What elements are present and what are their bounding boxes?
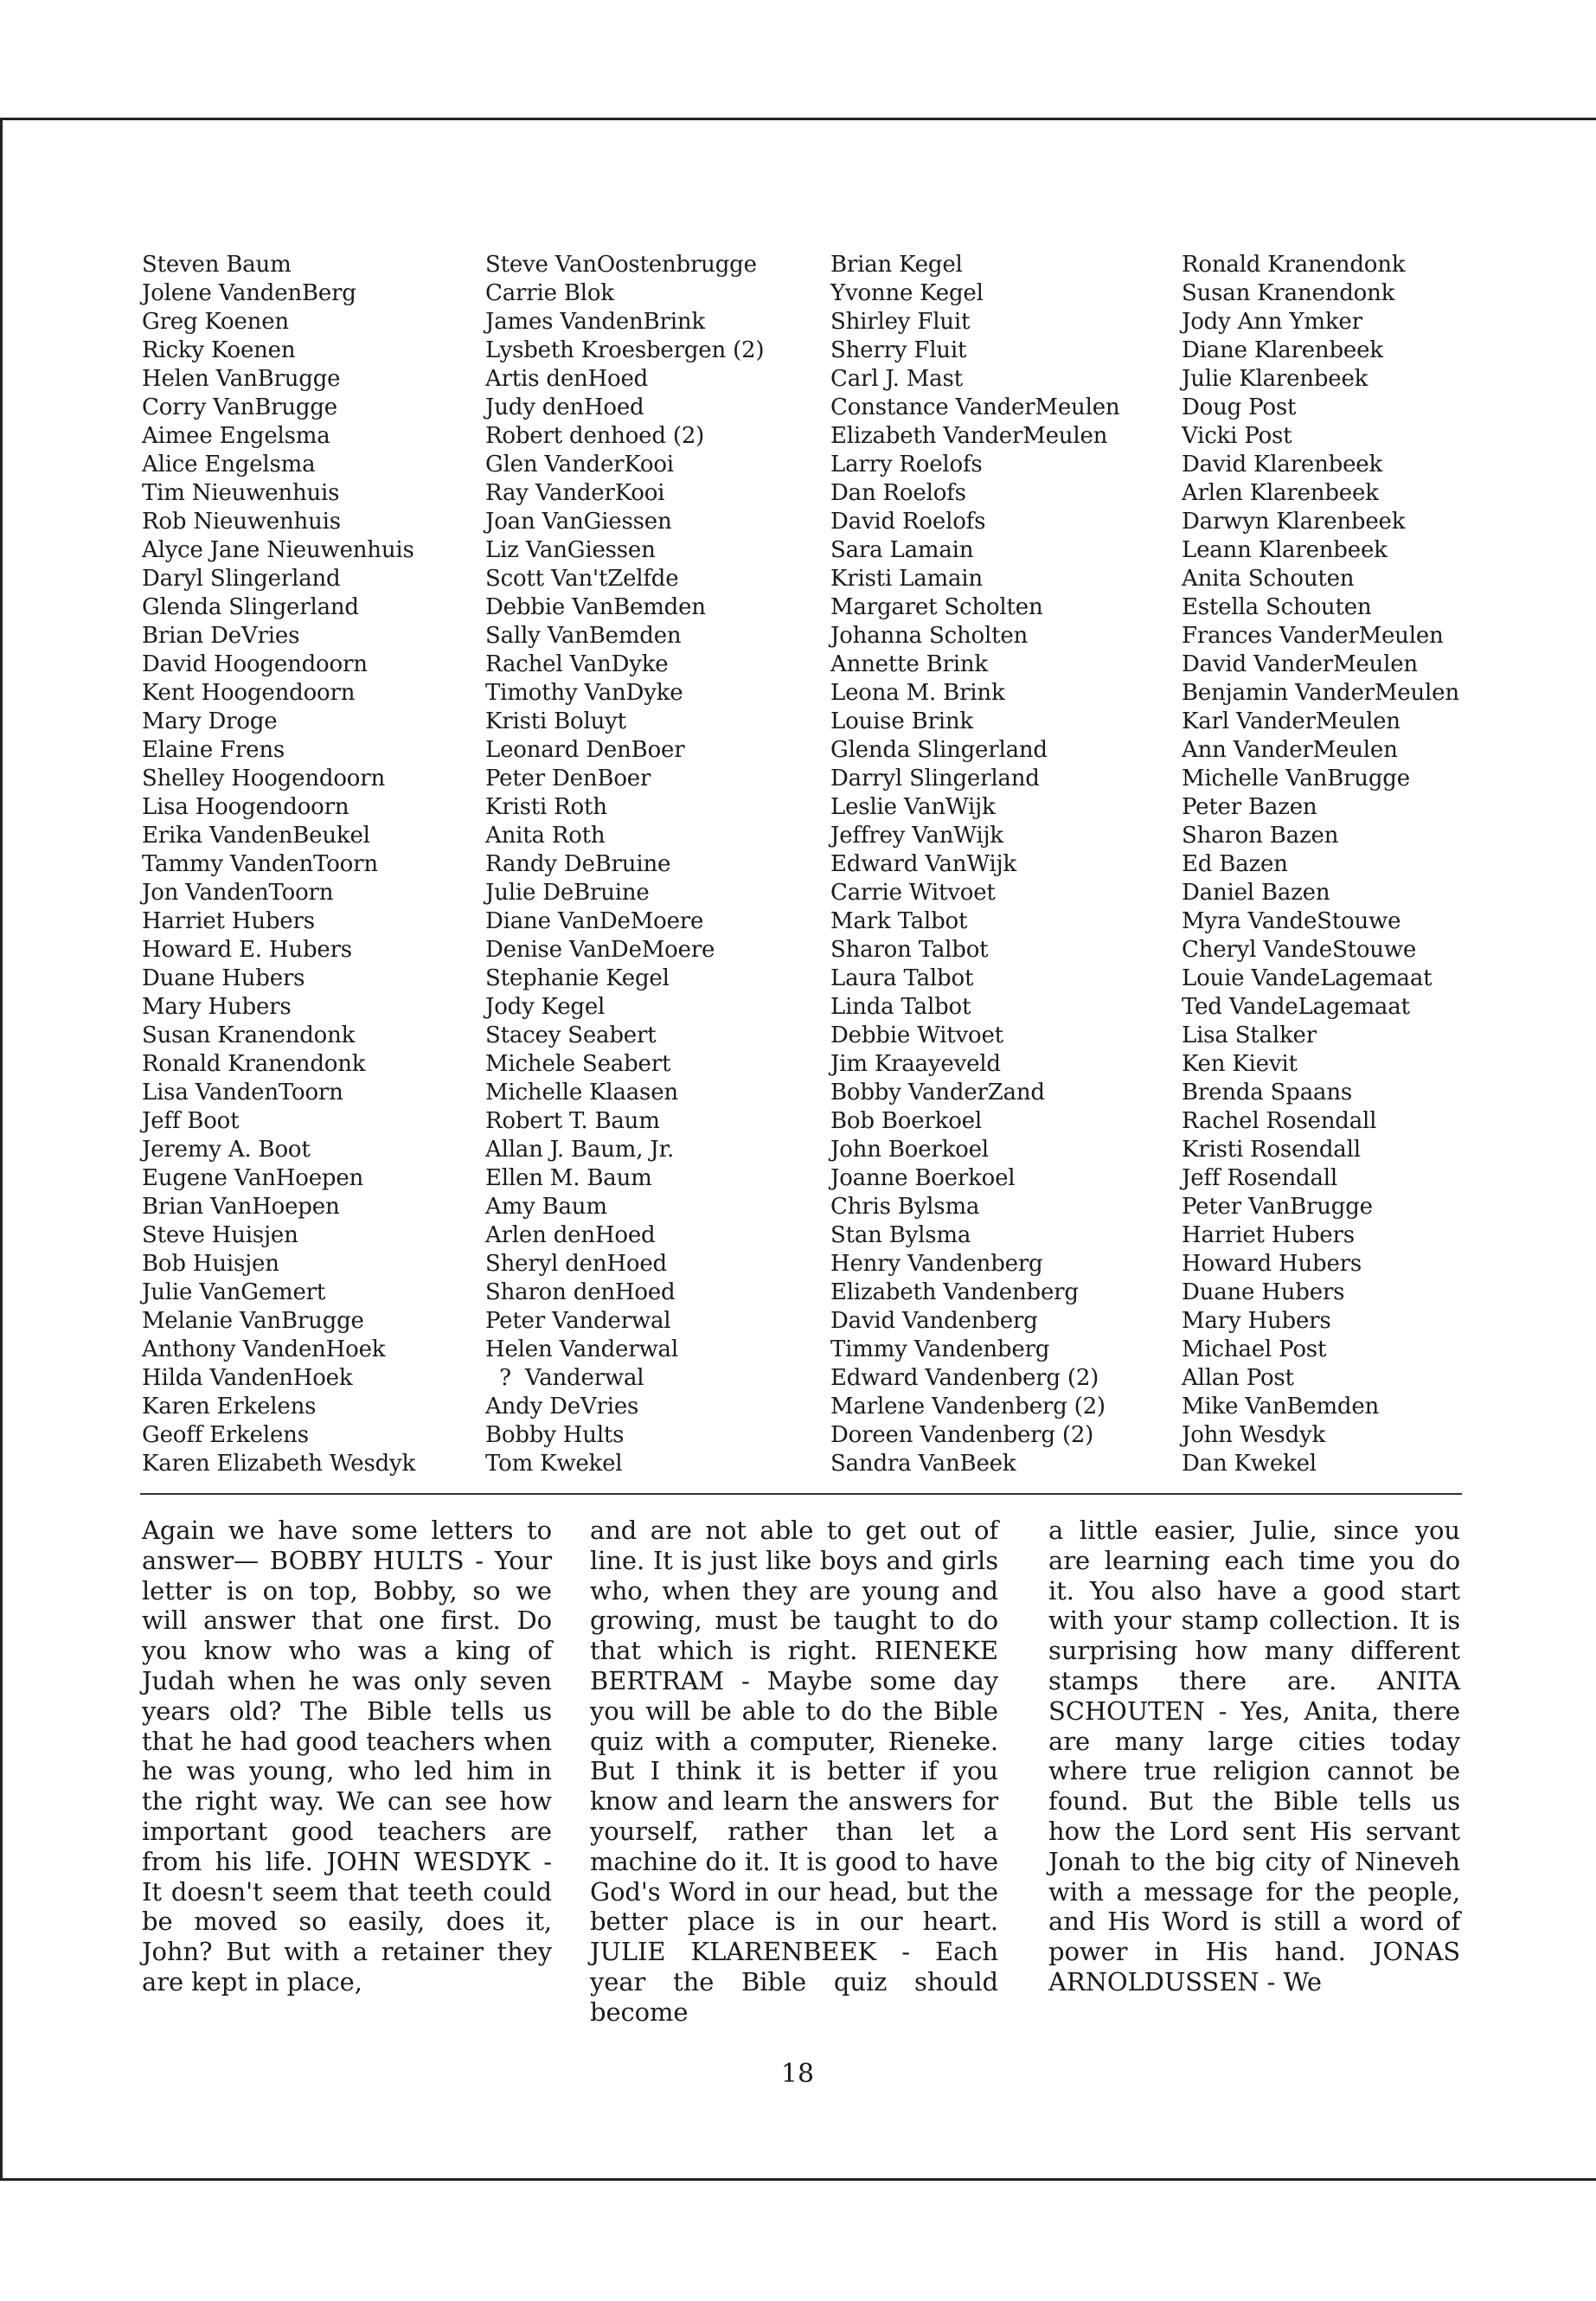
name-entry: Tim Nieuwenhuis bbox=[142, 480, 340, 506]
letter-column-2 bbox=[590, 1516, 998, 2026]
name-entry: Kristi Roth bbox=[485, 794, 607, 820]
name-entry: Mike VanBemden bbox=[1182, 1394, 1380, 1420]
name-entry: David Klarenbeek bbox=[1182, 452, 1383, 478]
name-entry: Jim Kraayeveld bbox=[830, 1051, 1001, 1077]
name-entry: Ray VanderKooi bbox=[485, 480, 665, 506]
name-entry: Timmy Vandenberg bbox=[830, 1336, 1050, 1362]
name-entry: Darryl Slingerland bbox=[830, 766, 1040, 792]
name-entry: Debbie VanBemden bbox=[485, 594, 706, 620]
name-entry: Elizabeth VanderMeulen bbox=[830, 423, 1108, 449]
name-entry: Kent Hoogendoorn bbox=[142, 680, 356, 706]
name-entry: Michelle Klaasen bbox=[485, 1080, 678, 1106]
name-entry: Duane Hubers bbox=[142, 965, 305, 991]
name-entry: Harriet Hubers bbox=[142, 908, 315, 934]
name-entry: Jon VandenToorn bbox=[142, 880, 334, 906]
name-entry: Vicki Post bbox=[1182, 423, 1292, 449]
name-entry: Karen Erkelens bbox=[142, 1394, 317, 1420]
name-entry: Peter VanBrugge bbox=[1182, 1194, 1373, 1220]
name-column-3 bbox=[830, 251, 1176, 1478]
name-entry: Brian DeVries bbox=[142, 623, 300, 649]
name-entry: Rachel VanDyke bbox=[485, 651, 669, 677]
name-entry: Brenda Spaans bbox=[1182, 1080, 1353, 1106]
name-entry: Bobby Hults bbox=[485, 1422, 625, 1448]
name-entry: David Vandenberg bbox=[830, 1308, 1038, 1334]
letter-text-1: Again we have some letters to answer— BOBBY HULTS - Your letter is on top, Bobby, so we will answer that one first. Do you know who was a king of Judah when he was only seven years old? The Bible tells us that he had good teachers when he was young, who led him in the right way. We can see how important good teachers are from his life. JOHN WESDYK - It doesn't seem that teeth could be moved so easily, does it, John? But with a retainer they are kept in place, bbox=[142, 1516, 552, 1997]
name-entry: Helen VanBrugge bbox=[142, 366, 341, 392]
name-entry: Hilda VandenHoek bbox=[142, 1365, 353, 1391]
name-entry: Robert T. Baum bbox=[485, 1108, 660, 1134]
name-entry: Rob Nieuwenhuis bbox=[142, 509, 341, 535]
name-entry: Diane Klarenbeek bbox=[1182, 337, 1383, 363]
name-entry: Sheryl denHoed bbox=[485, 1251, 667, 1277]
name-entry: Ronald Kranendonk bbox=[142, 1051, 366, 1077]
name-entry: Amy Baum bbox=[485, 1194, 607, 1220]
name-entry: Ellen M. Baum bbox=[485, 1165, 652, 1191]
name-entry: Duane Hubers bbox=[1182, 1279, 1345, 1305]
name-entry: Louise Brink bbox=[830, 708, 973, 734]
letter-text-2: and are not able to get out of line. It is just like boys and girls who, when they are young and growing, must be taught to do that which is right. RIENEKE BERTRAM - Maybe some day you will be able to do the Bible quiz with a computer, Rieneke. But I think it is better if you know and learn the answers for yourself, rather than let a machine do it. It is good to have God's Word in our head, but the better place is in our heart. JULIE KLARENBEEK - Each year the Bible quiz should become bbox=[590, 1516, 998, 2027]
name-entry: Sally VanBemden bbox=[485, 623, 682, 649]
name-entry: Alyce Jane Nieuwenhuis bbox=[142, 537, 414, 563]
name-entry: Johanna Scholten bbox=[830, 623, 1029, 649]
name-entry: Laura Talbot bbox=[830, 965, 974, 991]
name-entry: Estella Schouten bbox=[1182, 594, 1372, 620]
name-entry: Doreen Vandenberg (2) bbox=[830, 1422, 1094, 1448]
name-entry: Steve VanOostenbrugge bbox=[485, 252, 757, 278]
name-entry: Sherry Fluit bbox=[830, 337, 967, 363]
name-entry: Scott Van'tZelfde bbox=[485, 566, 679, 592]
name-entry: Erika VandenBeukel bbox=[142, 823, 370, 849]
name-entry: Peter Bazen bbox=[1182, 794, 1317, 820]
name-entry: Sandra VanBeek bbox=[830, 1451, 1016, 1477]
name-entry: Timothy VanDyke bbox=[485, 680, 683, 706]
name-entry: Joan VanGiessen bbox=[485, 509, 672, 535]
name-entry: Ken Kievit bbox=[1182, 1051, 1298, 1077]
name-entry: David VanderMeulen bbox=[1182, 651, 1418, 677]
name-entry: Harriet Hubers bbox=[1182, 1222, 1355, 1248]
name-entry: Larry Roelofs bbox=[830, 452, 983, 478]
name-entry: Stephanie Kegel bbox=[485, 965, 670, 991]
name-entry: Kristi Lamain bbox=[830, 566, 983, 592]
name-entry: Peter DenBoer bbox=[485, 766, 651, 792]
name-entry: Carl J. Mast bbox=[830, 366, 963, 392]
name-entry: Bobby VanderZand bbox=[830, 1080, 1045, 1106]
name-entry: John Wesdyk bbox=[1182, 1422, 1326, 1448]
name-entry: Jody Ann Ymker bbox=[1182, 309, 1362, 335]
name-entry: Julie Klarenbeek bbox=[1182, 366, 1368, 392]
name-entry: Corry VanBrugge bbox=[142, 394, 337, 420]
name-entry: Alice Engelsma bbox=[142, 452, 316, 478]
name-entry: Melanie VanBrugge bbox=[142, 1308, 364, 1334]
name-entry: Jody Kegel bbox=[485, 994, 606, 1020]
name-entry: Lysbeth Kroesbergen (2) bbox=[485, 337, 765, 363]
name-entry: Jeff Rosendall bbox=[1182, 1165, 1337, 1191]
name-entry: Kristi Rosendall bbox=[1182, 1137, 1361, 1163]
name-entry: Dan Kwekel bbox=[1182, 1451, 1317, 1477]
name-entry: Michele Seabert bbox=[485, 1051, 671, 1077]
name-entry: Eugene VanHoepen bbox=[142, 1165, 364, 1191]
name-entry: Julie DeBruine bbox=[485, 880, 650, 906]
name-entry: Shirley Fluit bbox=[830, 309, 971, 335]
name-entry: Glenda Slingerland bbox=[830, 737, 1048, 763]
name-entry: Benjamin VanderMeulen bbox=[1182, 680, 1459, 706]
name-entry: Louie VandeLagemaat bbox=[1182, 965, 1433, 991]
name-entry: Ricky Koenen bbox=[142, 337, 296, 363]
name-entry: Leona M. Brink bbox=[830, 680, 1005, 706]
name-entry: Henry Vandenberg bbox=[830, 1251, 1043, 1277]
name-entry: Howard E. Hubers bbox=[142, 937, 352, 963]
name-entry: Tom Kwekel bbox=[485, 1451, 623, 1477]
name-entry: Mary Hubers bbox=[1182, 1308, 1331, 1334]
name-entry: Elizabeth Vandenberg bbox=[830, 1279, 1079, 1305]
name-entry: Debbie Witvoet bbox=[830, 1022, 1003, 1048]
name-entry: Edward VanWijk bbox=[830, 851, 1016, 877]
bottom-border-rule bbox=[0, 2178, 1596, 2181]
name-entry: Ed Bazen bbox=[1182, 851, 1288, 877]
name-entry: Brian VanHoepen bbox=[142, 1194, 340, 1220]
name-entry: Glen VanderKooi bbox=[485, 452, 674, 478]
name-entry: Sharon Bazen bbox=[1182, 823, 1339, 849]
name-entry: Doug Post bbox=[1182, 394, 1297, 420]
name-entry: Bob Huisjen bbox=[142, 1251, 279, 1277]
name-entry: Judy denHoed bbox=[485, 394, 644, 420]
name-entry: Robert denhoed (2) bbox=[485, 423, 705, 449]
name-entry: Randy DeBruine bbox=[485, 851, 671, 877]
name-entry: Steve Huisjen bbox=[142, 1222, 298, 1248]
name-entry: Diane VanDeMoere bbox=[485, 908, 704, 934]
name-entry: Peter Vanderwal bbox=[485, 1308, 671, 1334]
name-entry: Sharon denHoed bbox=[485, 1279, 676, 1305]
name-entry: Jeff Boot bbox=[142, 1108, 240, 1134]
name-entry: Liz VanGiessen bbox=[485, 537, 656, 563]
name-entry: ? Vanderwal bbox=[485, 1365, 644, 1391]
name-entry: Annette Brink bbox=[830, 651, 988, 677]
name-entry: David Hoogendoorn bbox=[142, 651, 368, 677]
name-entry: Constance VanderMeulen bbox=[830, 394, 1120, 420]
name-entry: Lisa Stalker bbox=[1182, 1022, 1317, 1048]
name-entry: Michelle VanBrugge bbox=[1182, 766, 1410, 792]
name-entry: Jolene VandenBerg bbox=[142, 280, 356, 306]
name-entry: Bob Boerkoel bbox=[830, 1108, 982, 1134]
name-entry: Anita Schouten bbox=[1182, 566, 1355, 592]
name-entry: Carrie Blok bbox=[485, 280, 614, 306]
name-entry: Karl VanderMeulen bbox=[1182, 708, 1401, 734]
name-entry: Linda Talbot bbox=[830, 994, 971, 1020]
name-entry: Darwyn Klarenbeek bbox=[1182, 509, 1406, 535]
name-entry: Stacey Seabert bbox=[485, 1022, 657, 1048]
name-entry: Carrie Witvoet bbox=[830, 880, 996, 906]
name-entry: Mary Hubers bbox=[142, 994, 292, 1020]
name-entry: Andy DeVries bbox=[485, 1394, 639, 1420]
name-entry: Chris Bylsma bbox=[830, 1194, 980, 1220]
name-entry: Greg Koenen bbox=[142, 309, 289, 335]
letter-column-1 bbox=[142, 1516, 552, 2026]
name-list bbox=[0, 251, 1596, 1479]
name-entry: Ronald Kranendonk bbox=[1182, 252, 1406, 278]
name-entry: Allan Post bbox=[1182, 1365, 1294, 1391]
name-entry: Stan Bylsma bbox=[830, 1222, 971, 1248]
name-entry: Lisa VandenToorn bbox=[142, 1080, 343, 1106]
name-entry: Denise VanDeMoere bbox=[485, 937, 715, 963]
name-entry: Aimee Engelsma bbox=[142, 423, 330, 449]
name-entry: Jeffrey VanWijk bbox=[830, 823, 1003, 849]
name-entry: Tammy VandenToorn bbox=[142, 851, 378, 877]
name-entry: John Boerkoel bbox=[830, 1137, 989, 1163]
name-entry: Marlene Vandenberg (2) bbox=[830, 1394, 1106, 1420]
name-entry: Artis denHoed bbox=[485, 366, 649, 392]
name-entry: Ted VandeLagemaat bbox=[1182, 994, 1410, 1020]
name-entry: Dan Roelofs bbox=[830, 480, 966, 506]
letter-text-3: a little easier, Julie, since you are learning each time you do it. You also have a good start with your stamp collection. It is surprising how many different stamps there are. ANITA SCHOUTEN - Yes, Anita, there are many large cities today where true religion cannot be found. But the Bible tells us how the Lord sent His servant Jonah to the big city of Nineveh with a message for the people, and His Word is still a word of power in His hand. JONAS ARNOLDUSSEN - We bbox=[1048, 1516, 1460, 1997]
name-entry: Helen Vanderwal bbox=[485, 1336, 678, 1362]
name-entry: Arlen Klarenbeek bbox=[1182, 480, 1379, 506]
name-entry: Kristi Boluyt bbox=[485, 708, 626, 734]
name-entry: Karen Elizabeth Wesdyk bbox=[142, 1451, 416, 1477]
name-entry: Cheryl VandeStouwe bbox=[1182, 937, 1417, 963]
section-divider bbox=[140, 1493, 1462, 1495]
name-entry: Joanne Boerkoel bbox=[830, 1165, 1016, 1191]
name-entry: Arlen denHoed bbox=[485, 1222, 656, 1248]
name-entry: Susan Kranendonk bbox=[1182, 280, 1395, 306]
name-entry: Jeremy A. Boot bbox=[142, 1137, 311, 1163]
name-entry: Leann Klarenbeek bbox=[1182, 537, 1388, 563]
name-entry: Mary Droge bbox=[142, 708, 278, 734]
name-entry: Edward Vandenberg (2) bbox=[830, 1365, 1099, 1391]
name-entry: Mark Talbot bbox=[830, 908, 968, 934]
name-entry: Lisa Hoogendoorn bbox=[142, 794, 349, 820]
name-entry: Julie VanGemert bbox=[142, 1279, 326, 1305]
letters-section bbox=[0, 1516, 1596, 2026]
name-entry: Ann VanderMeulen bbox=[1182, 737, 1398, 763]
letter-column-3 bbox=[1048, 1516, 1460, 2026]
name-entry: Susan Kranendonk bbox=[142, 1022, 356, 1048]
name-column-4 bbox=[1182, 251, 1528, 1478]
name-entry: James VandenBrink bbox=[485, 309, 705, 335]
name-entry: Brian Kegel bbox=[830, 252, 963, 278]
name-entry: Sharon Talbot bbox=[830, 937, 989, 963]
name-entry: Yvonne Kegel bbox=[830, 280, 984, 306]
page-number: 18 bbox=[780, 2059, 815, 2089]
name-entry: Frances VanderMeulen bbox=[1182, 623, 1444, 649]
name-entry: Sara Lamain bbox=[830, 537, 974, 563]
name-entry: Daniel Bazen bbox=[1182, 880, 1330, 906]
name-entry: Myra VandeStouwe bbox=[1182, 908, 1401, 934]
name-entry: Leonard DenBoer bbox=[485, 737, 685, 763]
name-entry: Margaret Scholten bbox=[830, 594, 1043, 620]
name-entry: Howard Hubers bbox=[1182, 1251, 1362, 1277]
name-entry: Leslie VanWijk bbox=[830, 794, 996, 820]
name-entry: Anita Roth bbox=[485, 823, 606, 849]
name-entry: Daryl Slingerland bbox=[142, 566, 341, 592]
name-entry: David Roelofs bbox=[830, 509, 986, 535]
name-entry: Steven Baum bbox=[142, 252, 292, 278]
name-entry: Shelley Hoogendoorn bbox=[142, 766, 385, 792]
name-column-2 bbox=[485, 251, 831, 1478]
name-entry: Elaine Frens bbox=[142, 737, 285, 763]
name-entry: Glenda Slingerland bbox=[142, 594, 359, 620]
name-entry: Anthony VandenHoek bbox=[142, 1336, 386, 1362]
name-entry: Michael Post bbox=[1182, 1336, 1327, 1362]
name-entry: Geoff Erkelens bbox=[142, 1422, 309, 1448]
name-column-1 bbox=[142, 251, 488, 1478]
name-entry: Allan J. Baum, Jr. bbox=[485, 1137, 675, 1163]
top-border-rule bbox=[0, 118, 1596, 120]
name-entry: Rachel Rosendall bbox=[1182, 1108, 1377, 1134]
